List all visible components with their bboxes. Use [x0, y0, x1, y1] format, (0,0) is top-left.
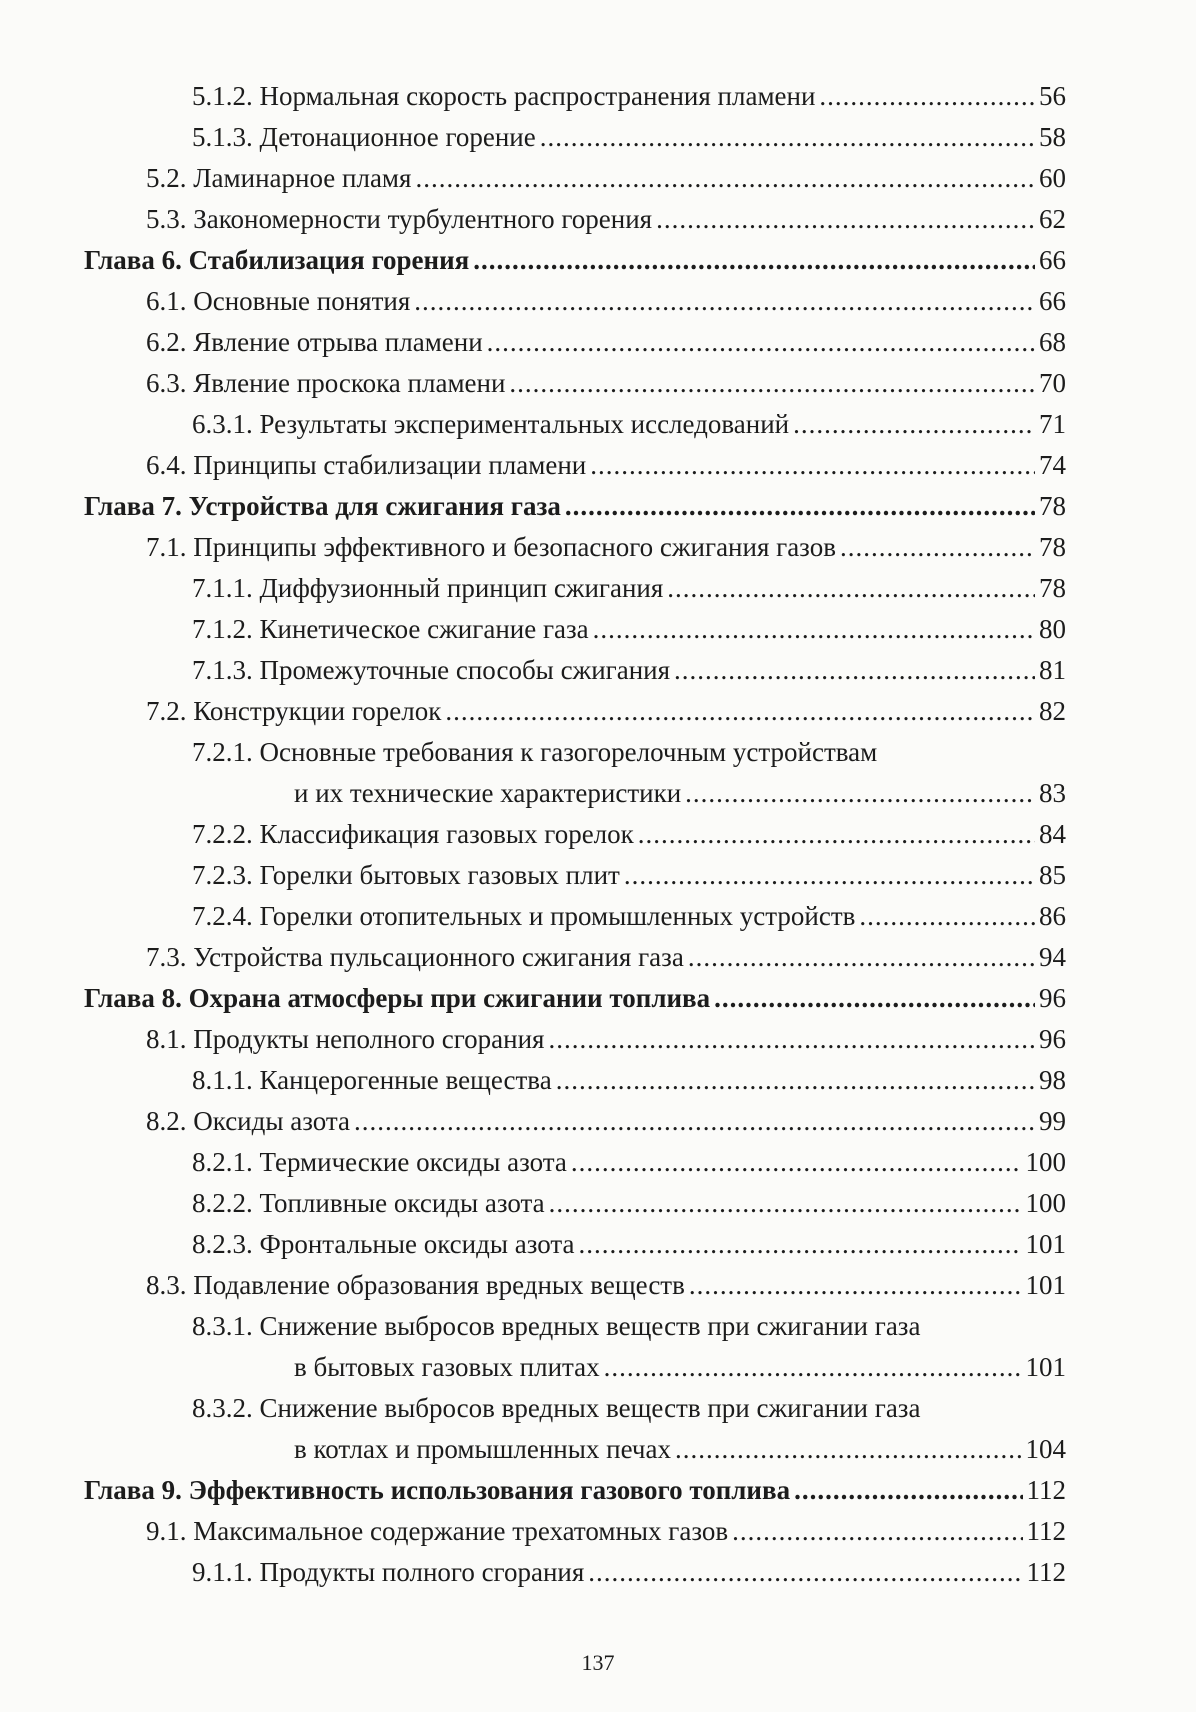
toc-entry-title: Продукты полного сгорания	[259, 1557, 585, 1587]
toc-entry	[0, 363, 1196, 404]
toc-entry-page: 80	[1039, 614, 1066, 644]
toc-entry-title: Устройства пульсационного сжигания газа	[193, 942, 684, 972]
toc-entry	[0, 855, 1196, 896]
toc-leader-dots	[674, 650, 1035, 691]
toc-entry	[0, 937, 1196, 978]
toc-entry-title: Ламинарное пламя	[193, 163, 412, 193]
toc-leader-dots	[556, 1060, 1035, 1101]
toc-entry	[0, 1511, 1196, 1552]
toc-entry-number: 8.2.	[146, 1106, 187, 1136]
toc-leader-dots	[667, 568, 1035, 609]
toc-leader-dots	[549, 1183, 1022, 1224]
toc-leader-dots	[588, 1552, 1022, 1593]
toc-leader-dots	[354, 1101, 1035, 1142]
toc-entry-title: Детонационное горение	[259, 122, 536, 152]
toc-leader-dots	[675, 1429, 1022, 1470]
toc-entry-number: 6.3.	[146, 368, 187, 398]
toc-entry-title-continuation: и их технические характеристики	[294, 778, 682, 808]
toc-leader-dots	[688, 937, 1035, 978]
toc-leader-dots	[859, 896, 1035, 937]
toc-entry	[0, 445, 1196, 486]
toc-entry-page: 74	[1039, 450, 1066, 480]
toc-entry-number: 6.4.	[146, 450, 187, 480]
toc-entry	[0, 199, 1196, 240]
toc-leader-dots	[732, 1511, 1022, 1552]
toc-entry-number: 7.1.2.	[192, 614, 253, 644]
toc-entry-number: 7.2.2.	[192, 819, 253, 849]
toc-leader-dots	[548, 1019, 1035, 1060]
toc-entry-title: Термические оксиды азота	[259, 1147, 567, 1177]
toc-entry-title: Основные понятия	[193, 286, 411, 316]
toc-entry-title: Горелки бытовых газовых плит	[259, 860, 620, 890]
toc-entry	[0, 404, 1196, 445]
toc-entry-title: Принципы эффективного и безопасного сжигания газов	[193, 532, 836, 562]
toc-entry-continuation	[0, 1347, 1196, 1388]
toc-entry-page: 83	[1039, 778, 1066, 808]
toc-entry-number: 8.3.	[146, 1270, 187, 1300]
toc-leader-dots	[685, 773, 1035, 814]
toc-entry	[0, 568, 1196, 609]
toc-entry-title: Снижение выбросов вредных веществ при сжигании газа	[259, 1393, 921, 1423]
toc-entry-page: 100	[1025, 1188, 1066, 1218]
page-number: 137	[581, 1650, 615, 1675]
toc-entry-title: Основные требования к газогорелочным устройствам	[259, 737, 878, 767]
toc-entry-title: Стабилизация горения	[188, 245, 470, 275]
toc-entry-number: 8.1.	[146, 1024, 187, 1054]
toc-entry	[0, 1388, 1196, 1429]
toc-leader-dots	[414, 281, 1035, 322]
toc-entry	[0, 814, 1196, 855]
toc-entry	[0, 117, 1196, 158]
toc-entry-number: 5.2.	[146, 163, 187, 193]
toc-entry-title: Классификация газовых горелок	[259, 819, 634, 849]
toc-entry-title-continuation: в котлах и промышленных печах	[294, 1434, 671, 1464]
toc-entry-title: Охрана атмосферы при сжигании топлива	[188, 983, 711, 1013]
toc-entry-page: 112	[1026, 1475, 1066, 1505]
toc-entry-page: 100	[1025, 1147, 1066, 1177]
toc-chapter-entry	[0, 486, 1196, 527]
toc-entry-page: 81	[1039, 655, 1066, 685]
toc-entry-number: 6.3.1.	[192, 409, 253, 439]
toc-entry-title: Промежуточные способы сжигания	[259, 655, 671, 685]
toc-entry-page: 101	[1025, 1352, 1066, 1382]
toc-entry-page: 96	[1039, 983, 1066, 1013]
toc-entry-page: 78	[1039, 532, 1066, 562]
toc-entry-title: Горелки отопительных и промышленных устройств	[259, 901, 856, 931]
toc-entry	[0, 732, 1196, 773]
toc-entry-page: 86	[1039, 901, 1066, 931]
toc-entry-page: 68	[1039, 327, 1066, 357]
toc-leader-dots	[540, 117, 1035, 158]
table-of-contents	[0, 76, 1196, 1593]
toc-entry-title: Диффузионный принцип сжигания	[259, 573, 664, 603]
toc-entry-title: Принципы стабилизации пламени	[193, 450, 587, 480]
toc-entry-title-continuation: в бытовых газовых плитах	[294, 1352, 600, 1382]
toc-entry-title: Закономерности турбулентного горения	[193, 204, 653, 234]
toc-entry-title: Конструкции горелок	[193, 696, 442, 726]
toc-leader-dots	[714, 978, 1035, 1019]
toc-entry-page: 78	[1039, 573, 1066, 603]
toc-leader-dots	[415, 158, 1035, 199]
toc-leader-dots	[473, 240, 1035, 281]
toc-leader-dots	[794, 1470, 1022, 1511]
toc-entry	[0, 158, 1196, 199]
toc-entry-page: 60	[1039, 163, 1066, 193]
toc-entry-title: Канцерогенные вещества	[259, 1065, 552, 1095]
toc-entry	[0, 1101, 1196, 1142]
toc-entry-number: 5.1.3.	[192, 122, 253, 152]
toc-leader-dots	[840, 527, 1035, 568]
toc-entry-number: 8.1.1.	[192, 1065, 253, 1095]
toc-entry-page: 71	[1039, 409, 1066, 439]
toc-entry-number: Глава 9.	[84, 1475, 182, 1505]
toc-leader-dots	[819, 76, 1035, 117]
toc-entry-page: 99	[1039, 1106, 1066, 1136]
toc-entry-number: 7.1.3.	[192, 655, 253, 685]
toc-entry	[0, 1060, 1196, 1101]
toc-leader-dots	[604, 1347, 1022, 1388]
toc-entry	[0, 691, 1196, 732]
toc-entry-title: Нормальная скорость распространения пламени	[259, 81, 816, 111]
toc-entry-title: Подавление образования вредных веществ	[193, 1270, 685, 1300]
toc-entry-number: 8.2.3.	[192, 1229, 253, 1259]
toc-entry	[0, 322, 1196, 363]
toc-chapter-entry	[0, 240, 1196, 281]
toc-entry-number: 8.3.1.	[192, 1311, 253, 1341]
toc-entry	[0, 609, 1196, 650]
toc-leader-dots	[638, 814, 1035, 855]
toc-entry-page: 66	[1039, 286, 1066, 316]
toc-entry-page: 112	[1026, 1557, 1066, 1587]
toc-entry	[0, 1552, 1196, 1593]
toc-entry-title: Результаты экспериментальных исследований	[259, 409, 790, 439]
toc-leader-dots	[565, 486, 1035, 527]
toc-entry-number: Глава 6.	[84, 245, 182, 275]
toc-entry-title: Снижение выбросов вредных веществ при сжигании газа	[259, 1311, 921, 1341]
toc-entry-number: 5.3.	[146, 204, 187, 234]
toc-entry	[0, 1183, 1196, 1224]
toc-entry-page: 78	[1039, 491, 1066, 521]
toc-entry-number: 9.1.	[146, 1516, 187, 1546]
toc-entry-number: 5.1.2.	[192, 81, 253, 111]
toc-entry	[0, 1306, 1196, 1347]
toc-entry-title: Устройства для сжигания газа	[188, 491, 561, 521]
toc-entry-page: 58	[1039, 122, 1066, 152]
toc-entry	[0, 1265, 1196, 1306]
toc-leader-dots	[689, 1265, 1022, 1306]
toc-entry-number: 7.2.1.	[192, 737, 253, 767]
toc-entry-title: Фронтальные оксиды азота	[259, 1229, 575, 1259]
toc-entry	[0, 1142, 1196, 1183]
toc-entry	[0, 527, 1196, 568]
toc-leader-dots	[590, 445, 1035, 486]
toc-entry-title: Явление проскока пламени	[193, 368, 506, 398]
toc-entry-number: 7.3.	[146, 942, 187, 972]
toc-entry	[0, 76, 1196, 117]
toc-entry-page: 82	[1039, 696, 1066, 726]
toc-leader-dots	[571, 1142, 1022, 1183]
toc-entry	[0, 650, 1196, 691]
toc-leader-dots	[579, 1224, 1022, 1265]
toc-entry-number: 8.3.2.	[192, 1393, 253, 1423]
toc-entry-page: 70	[1039, 368, 1066, 398]
toc-entry-title: Оксиды азота	[193, 1106, 351, 1136]
toc-entry-page: 94	[1039, 942, 1066, 972]
toc-chapter-entry	[0, 1470, 1196, 1511]
toc-leader-dots	[793, 404, 1035, 445]
toc-leader-dots	[593, 609, 1035, 650]
toc-entry	[0, 281, 1196, 322]
toc-entry-page: 96	[1039, 1024, 1066, 1054]
toc-leader-dots	[445, 691, 1035, 732]
toc-entry-page: 98	[1039, 1065, 1066, 1095]
toc-entry-title: Явление отрыва пламени	[193, 327, 483, 357]
toc-entry	[0, 896, 1196, 937]
toc-leader-dots	[656, 199, 1035, 240]
toc-entry-page: 66	[1039, 245, 1066, 275]
toc-entry-number: Глава 8.	[84, 983, 182, 1013]
toc-entry-number: 7.2.3.	[192, 860, 253, 890]
toc-entry-number: 8.2.1.	[192, 1147, 253, 1177]
toc-entry-number: 7.2.	[146, 696, 187, 726]
toc-entry-continuation	[0, 1429, 1196, 1470]
toc-entry-title: Максимальное содержание трехатомных газов	[193, 1516, 729, 1546]
toc-entry-number: 7.2.4.	[192, 901, 253, 931]
toc-entry	[0, 1019, 1196, 1060]
toc-leader-dots	[509, 363, 1035, 404]
toc-entry-number: 6.1.	[146, 286, 187, 316]
toc-entry-number: 7.1.	[146, 532, 187, 562]
toc-leader-dots	[624, 855, 1035, 896]
toc-entry-page: 56	[1039, 81, 1066, 111]
toc-leader-dots	[487, 322, 1035, 363]
toc-entry-page: 101	[1025, 1270, 1066, 1300]
toc-entry-number: 8.2.2.	[192, 1188, 253, 1218]
toc-entry-number: 9.1.1.	[192, 1557, 253, 1587]
toc-entry-number: 6.2.	[146, 327, 187, 357]
toc-entry-page: 84	[1039, 819, 1066, 849]
toc-entry-page: 62	[1039, 204, 1066, 234]
toc-entry-page: 85	[1039, 860, 1066, 890]
toc-entry-page: 104	[1025, 1434, 1066, 1464]
toc-entry-page: 112	[1026, 1516, 1066, 1546]
toc-entry-number: 7.1.1.	[192, 573, 253, 603]
toc-chapter-entry	[0, 978, 1196, 1019]
toc-entry-title: Топливные оксиды азота	[259, 1188, 545, 1218]
toc-entry-continuation	[0, 773, 1196, 814]
toc-entry-number: Глава 7.	[84, 491, 182, 521]
toc-entry-page: 101	[1025, 1229, 1066, 1259]
toc-entry-title: Продукты неполного сгорания	[193, 1024, 545, 1054]
toc-entry	[0, 1224, 1196, 1265]
toc-entry-title: Кинетическое сжигание газа	[259, 614, 589, 644]
toc-entry-title: Эффективность использования газового топлива	[188, 1475, 791, 1505]
